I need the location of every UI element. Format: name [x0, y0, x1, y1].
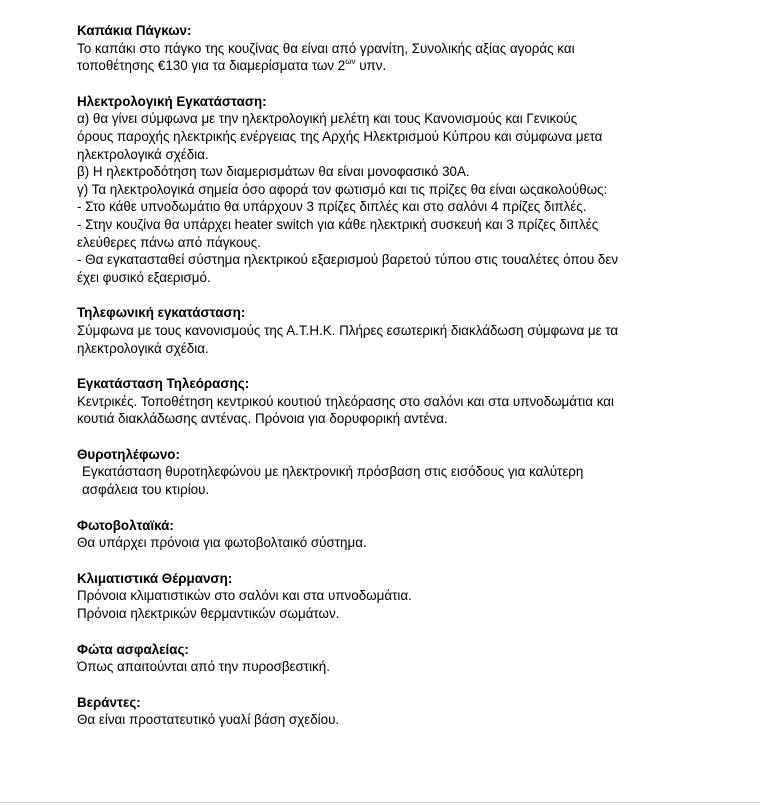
document-body — [77, 22, 717, 747]
section-heading: Εγκατάσταση Τηλεόρασης: — [77, 376, 250, 392]
body-line: γ) Τα ηλεκτρολογικά σημεία όσο αφορά τον φωτισμό και τις πρίζες θα είναι ωςακολούθως: — [77, 181, 608, 197]
body-line: Θα είναι προστατευτικό γυαλί βάση σχεδίου. — [77, 712, 340, 728]
section-heading: Κλιματιστικά Θέρμανση: — [77, 570, 233, 586]
body-line: Όπως απαιτούνται από την πυροσβεστική. — [77, 659, 330, 675]
section-electrical — [77, 93, 717, 287]
superscript: ων — [345, 57, 356, 67]
section-intercom — [77, 446, 717, 499]
body-line: ηλεκτρολογικά σχέδια. — [77, 340, 209, 356]
body-line: Πρόνοια κλιματιστικών στο σαλόνι και στα υπνοδωμάτια. — [77, 588, 412, 604]
section-photovoltaics — [77, 517, 717, 552]
body-line: όρους παροχής ηλεκτρικής ενέργειας της Αρχής Ηλεκτρισμού Κύπρου και σύμφωνα μετα — [77, 128, 603, 144]
section-verandas — [77, 694, 717, 729]
body-line: κουτιά διακλάδωσης αντένας. Πρόνοια για δορυφορική αντένα. — [77, 411, 448, 427]
section-heading: Φωτοβολταϊκά: — [77, 517, 174, 533]
body-line: έχει φυσικό εξαερισμό. — [77, 269, 211, 285]
body-line: Κεντρικές. Τοποθέτηση κεντρικού κουτιού τηλεόρασης στο σαλόνι και στα υπνοδωμάτια και — [77, 393, 614, 409]
body-line: Εγκατάσταση θυροτηλεφώνου με ηλεκτρονική πρόσβαση στις εισόδους για καλύτερη — [82, 464, 584, 480]
body-line: - Στην κουζίνα θα υπάρχει heater switch για κάθε ηλεκτρική συσκευή και 3 πρίζες διπλές — [77, 216, 599, 232]
section-heading: Βεράντες: — [77, 694, 141, 710]
body-line: β) Η ηλεκτροδότηση των διαμερισμάτων θα είναι μονοφασικό 30Α. — [77, 164, 470, 180]
section-aircon-heating — [77, 570, 717, 623]
section-safety-lights — [77, 641, 717, 676]
section-television — [77, 375, 717, 428]
body-text: υπν. — [355, 58, 387, 74]
body-line: ασφάλεια του κτιρίου. — [82, 482, 210, 498]
body-line: Το καπάκι στο πάγκο της κουζίνας θα είναι από γρανίτη, Συνολικής αξίας αγοράς και — [77, 40, 575, 56]
body-line — [77, 57, 717, 75]
section-heading: Φώτα ασφαλείας: — [77, 641, 189, 657]
body-line: - Θα εγκατασταθεί σύστημα ηλεκτρικού εξαερισμού βαρετού τύπου στις τουαλέτες όπου δεν — [77, 252, 619, 268]
body-line: Πρόνοια ηλεκτρικών θερμαντικών σωμάτων. — [77, 606, 340, 622]
body-line: α) θα γίνει σύμφωνα με την ηλεκτρολογική μελέτη και τους Κανονισμούς και Γενικούς — [77, 111, 578, 127]
body-line: Σύμφωνα με τους κανονισμούς της Α.Τ.Η.Κ. Πλήρες εσωτερική διακλάδωση σύμφωνα με τα — [77, 322, 619, 338]
body-line: - Στο κάθε υπνοδωμάτιο θα υπάρχουν 3 πρίζες διπλές και στο σαλόνι 4 πρίζες διπλές. — [77, 199, 587, 215]
body-line: ηλεκτρολογικά σχέδια. — [77, 146, 209, 162]
body-line: Θα υπάρχει πρόνοια για φωτοβολταικό σύστημα. — [77, 535, 367, 551]
section-heading: Τηλεφωνική εγκατάσταση: — [77, 305, 246, 321]
section-countertops — [77, 22, 717, 75]
section-heading: Καπάκια Πάγκων: — [77, 23, 192, 38]
section-heading: Θυροτηλέφωνο: — [77, 446, 180, 462]
body-text: τοποθέτησης €130 για τα διαμερίσματα των 2 — [77, 58, 346, 74]
page-bottom-divider — [0, 802, 760, 803]
body-line: ελεύθερες πάνω από πάγκους. — [77, 234, 261, 250]
section-heading: Ηλεκτρολογική Εγκατάσταση: — [77, 93, 267, 109]
section-telephone — [77, 304, 717, 357]
